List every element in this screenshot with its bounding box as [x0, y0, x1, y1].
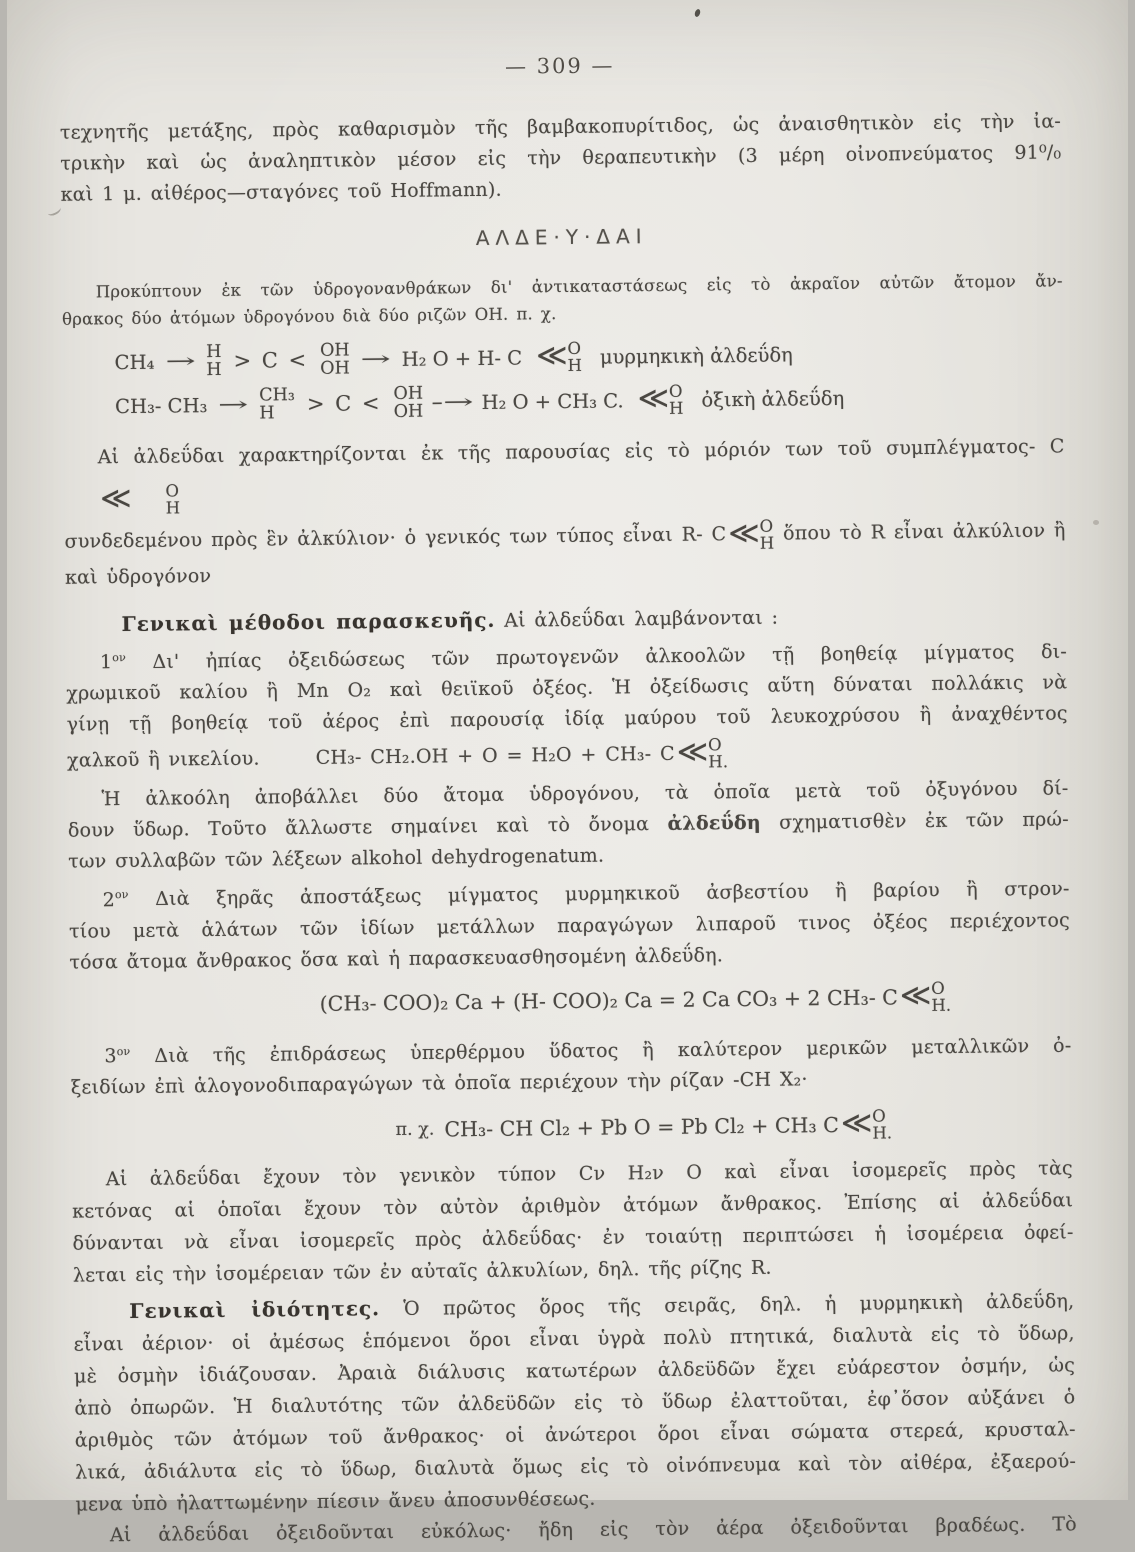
product-formula: H₂ O + H- C	[401, 345, 523, 371]
stack-top: OH	[319, 340, 350, 361]
method-number: 3	[104, 1045, 117, 1068]
carbon-bond-angle: > C <	[233, 347, 309, 373]
reaction-equations	[62, 329, 1064, 428]
branch-hydrogen: H	[165, 498, 181, 518]
isomerism-paragraph	[72, 1152, 1074, 1291]
lead-oxide-equation	[71, 1100, 1072, 1155]
stack-bottom: H	[259, 403, 275, 424]
branch-oxygen: O	[931, 978, 945, 998]
branch-hydrogen: H.	[931, 995, 952, 1015]
text-segment: συνδεδεμένου πρὸς ἓν ἀλκύλιον· ὁ γενικός των τύπος εἶναι R- C	[64, 523, 727, 553]
page-number: — 309 —	[504, 53, 615, 79]
text-line: λικά, ἀδιάλυτα εἰς τὸ ὕδωρ, διαλυτὰ ὅμως εἰς τὸ οἰνόπνευμα καὶ τὸν αἰθέρα, ἐξαερού-	[75, 1450, 1077, 1484]
text-line: Αἱ ἀλδεΰδαι ἔχουν τὸν γενικὸν τύπον Cν H₂ν O καὶ εἶναι ἰσομερεῖς πρὸς τὰς	[105, 1157, 1073, 1191]
characterization-paragraph	[63, 425, 1066, 593]
reactant-formula: CH₄	[114, 350, 155, 374]
text-line: θρακος δύο ἀτόμων ὑδρογόνου διὰ δύο ριζῶν ΟΗ. π. χ.	[61, 304, 557, 329]
stack-top: CH₃	[259, 385, 295, 406]
text-line: εἶναι ἀέριον· οἱ ἀμέσως ἑπόμενοι ὅροι εἶναι ὑγρὰ πολὺ πτητικά, διαλυτὰ εἰς τὸ ὕδωρ,	[73, 1322, 1075, 1356]
text-line: τρικὴν καὶ ὡς ἀναληπτικὸν μέσον εἰς τὴν θεραπευτικὴν (3 μέρη οἰνοπνεύματος 91⁰/₀	[60, 141, 1062, 175]
properties-paragraph	[73, 1284, 1076, 1520]
text-line-with-formula	[63, 425, 1065, 520]
stack-bottom: OH	[393, 401, 424, 422]
chemical-equation: CH₃- CH₂.OH + O = H₂O + CH₃- C	[315, 742, 675, 769]
aldehyde-branch	[839, 1107, 892, 1142]
text-segment: Αἱ ἀλδεΰδαι χαρακτηρίζονται ἐκ τῆς παρουσίας εἰς τὸ μόριόν των τοῦ συμπλέγματος- C	[97, 435, 1065, 469]
text-line: ξειδίων ἐπὶ ἁλογονοδιπαραγώγων τὰ ὁποῖα περιέχουν τὴν ρίζαν -CH X₂·	[70, 1068, 808, 1099]
heading-rest: Αἱ ἀλδεΰδαι λαμβάνονται :	[504, 606, 779, 632]
method-3-paragraph	[70, 1025, 1072, 1104]
arrow-icon: →	[360, 347, 391, 371]
text-line: γίνῃ τῇ βοηθείᾳ τοῦ ἀέρος ἐπὶ παρουσίᾳ ἰδίᾳ μαύρου τοῦ λευκοχρύσου ἢ ἀναχθέντος	[66, 702, 1068, 737]
text-line: τίου μετὰ ἁλάτων τῶν ἰδίων μετάλλων παραγώγων λιπαροῦ τινος ὀξέος περιέχοντος	[68, 908, 1071, 943]
branch-hydrogen: H	[668, 398, 684, 418]
branch-oxygen: O	[567, 338, 582, 358]
double-bond-angle-icon: ≪	[840, 1105, 870, 1141]
branch-oxygen: O	[759, 516, 774, 536]
text-line: λεται εἰς τὴν ἰσομέρειαν τῶν ἐν αὐταῖς ἀλκυλίων, δηλ. τῆς ρίζης R.	[72, 1256, 772, 1287]
text-line: χρωμικοῦ καλίου ἢ Mn O₂ καὶ θειϊκοῦ ὀξέος. Ἡ ὀξείδωσις αὕτη δύναται πολλάκις νὰ	[66, 671, 1068, 706]
ordinal-superscript: ον	[116, 1044, 131, 1058]
substituent-stack	[206, 343, 222, 379]
alcohol-paragraph	[67, 774, 1069, 878]
example-prefix: π. χ.	[395, 1119, 435, 1140]
intro-paragraph	[60, 106, 1062, 210]
double-bond-angle-icon: ≪	[535, 338, 565, 374]
method-2-paragraph	[68, 869, 1070, 979]
double-bond-angle-icon: ≪	[899, 977, 929, 1013]
reactant-formula: CH₃- CH₃	[114, 393, 208, 418]
arrow-icon: →	[218, 393, 249, 416]
method-1-paragraph	[66, 631, 1069, 781]
aldehyde-branch	[635, 380, 684, 418]
hydroxyl-stack	[320, 341, 350, 377]
text-segment: Δι' ἠπίας ὀξειδώσεως τῶν πρωτογενῶν ἀλκοολῶν τῇ βοηθείᾳ μίγματος δι-	[125, 640, 1068, 674]
stack-top: OH	[393, 383, 424, 404]
text-line: καὶ ὑδρογόνον	[64, 565, 212, 589]
aldehyde-branch	[726, 515, 775, 553]
method-number: 1	[99, 651, 113, 674]
text-line: ἀριθμὸς τῶν ἀτόμων τοῦ ἄνθρακος· οἱ ἀνώτεροι ὅροι εἶναι σώματα στερεά, κρυσταλ-	[74, 1418, 1076, 1452]
branch-oxygen: O	[872, 1106, 886, 1126]
double-bond-angle-icon: ≪	[99, 480, 129, 517]
text-line: μὲ ὀσμὴν ἰδιάζουσαν. Ἀραιὰ διάλυσις κατωτέρων ἀλδεϋδῶν ἔχει εὐάρεστον ὀσμήν, ὡς	[73, 1354, 1076, 1388]
ordinal-superscript: ον	[114, 888, 129, 902]
reaction-label: μυρμηκικὴ ἀλδεΰδη	[599, 342, 793, 369]
arrow-icon: →	[165, 350, 196, 373]
arrow-icon: -→	[430, 391, 474, 414]
text-line: δύνανται νὰ εἶναι ἰσομερεῖς πρὸς ἀλδεΰδας· ἐν τοιαύτῃ περιπτώσει ἡ ἰσομέρεια ὀφεί-	[72, 1221, 1074, 1255]
text-segment: ὅπου τὸ R εἶναι ἀλκύλιον ἢ	[782, 519, 1066, 545]
aldehyde-branch	[675, 734, 729, 772]
text-line: τόσα ἄτομα ἄνθρακος ὅσα καὶ ἡ παρασκευασθησομένη ἀλδεΰδη.	[69, 943, 724, 974]
text-segment: Διὰ τῆς ἐπιδράσεως ὑπερθέρμου ὕδατος ἢ καλύτερον μερικῶν μεταλλικῶν ὀ-	[130, 1034, 1072, 1067]
text-line: Αἱ ἀλδεΰδαι ὀξειδοῦνται εὐκόλως· ἤδη εἰς τὸν ἀέρα ὀξειδοῦνται βραδέως. Τὸ	[109, 1513, 1077, 1547]
method-number: 2	[102, 888, 116, 911]
text-line: ἀπὸ ὀπωρῶν. Ἡ διαλυτότης τῶν ἀλδεϋδῶν εἰς τὸ ὕδωρ ἐλαττοῦται, ἐφ᾽ὅσον αὐξάνει ὁ	[74, 1386, 1076, 1420]
branch-hydrogen: H.	[872, 1123, 893, 1143]
branch-oxygen: O	[668, 381, 683, 401]
text-segment: δουν ὕδωρ. Τοῦτο ἄλλωστε σημαίνει καὶ τὸ ὄνομα	[67, 813, 668, 843]
page-content	[60, 106, 1077, 1551]
aldehyde-branch	[898, 979, 951, 1014]
carbon-bond-angle: > C <	[306, 391, 382, 416]
bold-heading-label: Γενικαὶ ἰδιότητες.	[129, 1296, 381, 1323]
aldehyde-branch	[534, 340, 582, 375]
lede-paragraph	[62, 267, 1064, 332]
calcium-acetate-equation	[70, 973, 1071, 1028]
text-line: μενα ὑπὸ ἠλαττωμένην πίεσιν ἄνευ ἀποσυνθέσεως.	[75, 1487, 596, 1516]
scanned-book-page	[7, 0, 1128, 1547]
product-formula: H₂ O + CH₃ C.	[481, 388, 624, 414]
stack-bottom: H	[206, 359, 222, 381]
branch-oxygen: O	[165, 481, 180, 501]
branch-oxygen: O	[707, 735, 722, 755]
double-bond-angle-icon: ≪	[637, 380, 667, 417]
double-bond-angle-icon: ≪	[728, 515, 757, 552]
ordinal-superscript: ον	[112, 651, 127, 665]
aldehyde-branch	[64, 482, 180, 517]
text-line: καὶ 1 μ. αἰθέρος—σταγόνες τοῦ Hoffmann).	[60, 178, 502, 206]
branch-hydrogen: H	[759, 533, 775, 553]
text-line: Ἡ ἀλκοόλη ἀποβάλλει δύο ἄτομα ὑδρογόνου, τὰ ὁποῖα μετὰ τοῦ ὀξυγόνου δί-	[101, 777, 1069, 811]
section-heading-aldehydes: ΑΛΔΕ·Υ·ΔΑΙ	[475, 224, 648, 251]
text-segment: χαλκοῦ ἢ νικελίου.	[66, 747, 260, 772]
bold-heading-label: Γενικαὶ μέθοδοι παρασκευῆς.	[121, 607, 496, 637]
reaction-label: ὀξικὴ ἀλδεΰδη	[701, 386, 845, 411]
bold-term-aldehyde: ἀλδεΰδη	[667, 812, 761, 836]
text-line: κετόνας αἱ ὁποῖαι ἔχουν τὸν αὐτὸν ἀριθμὸν ἀτόμων ἄνθρακος. Ἐπίσης αἱ ἀλδεΰδαι	[72, 1189, 1074, 1223]
stack-top: H	[206, 341, 222, 363]
chemical-equation: CH₃- CH Cl₂ + Pb O = Pb Cl₂ + CH₃ C	[444, 1112, 840, 1142]
stack-bottom: OH	[320, 358, 350, 379]
text-line: των συλλαβῶν τῶν λέξεων alkohol dehydrogenatum.	[68, 844, 605, 873]
chemical-equation: (CH₃- COO)₂ Ca + (H- COO)₂ Ca = 2 Ca CO₃ + 2 CH₃- C	[319, 984, 899, 1016]
branch-hydrogen: H	[567, 355, 583, 375]
branch-hydrogen: H.	[708, 752, 729, 772]
text-segment: Διὰ ξηρᾶς ἀποστάξεως μίγματος μυρμηκικοῦ ἀσβεστίου ἢ βαρίου ἢ στρον-	[128, 877, 1070, 911]
text-segment: σχηματισθὲν ἐκ τῶν πρώ-	[760, 808, 1069, 835]
double-bond-angle-icon: ≪	[676, 734, 706, 771]
text-line: τεχνητῆς μετάξης, πρὸς καθαρισμὸν τῆς βαμβακοπυρίτιδος, ὡς ἀναισθητικὸν εἰς τὴν ἰα-	[59, 110, 1062, 144]
substituent-stack	[259, 386, 295, 422]
text-line: Προκύπτουν ἐκ τῶν ὑδρογονανθράκων δι' ἀντικαταστάσεως εἰς τὸ ἀκραῖον αὐτῶν ἄτομον ἄν-	[95, 271, 1063, 302]
text-segment: Ὁ πρῶτος ὅρος τῆς σειρᾶς, δηλ. ἡ μυρμηκικὴ ἀλδεΰδη,	[379, 1290, 1075, 1321]
